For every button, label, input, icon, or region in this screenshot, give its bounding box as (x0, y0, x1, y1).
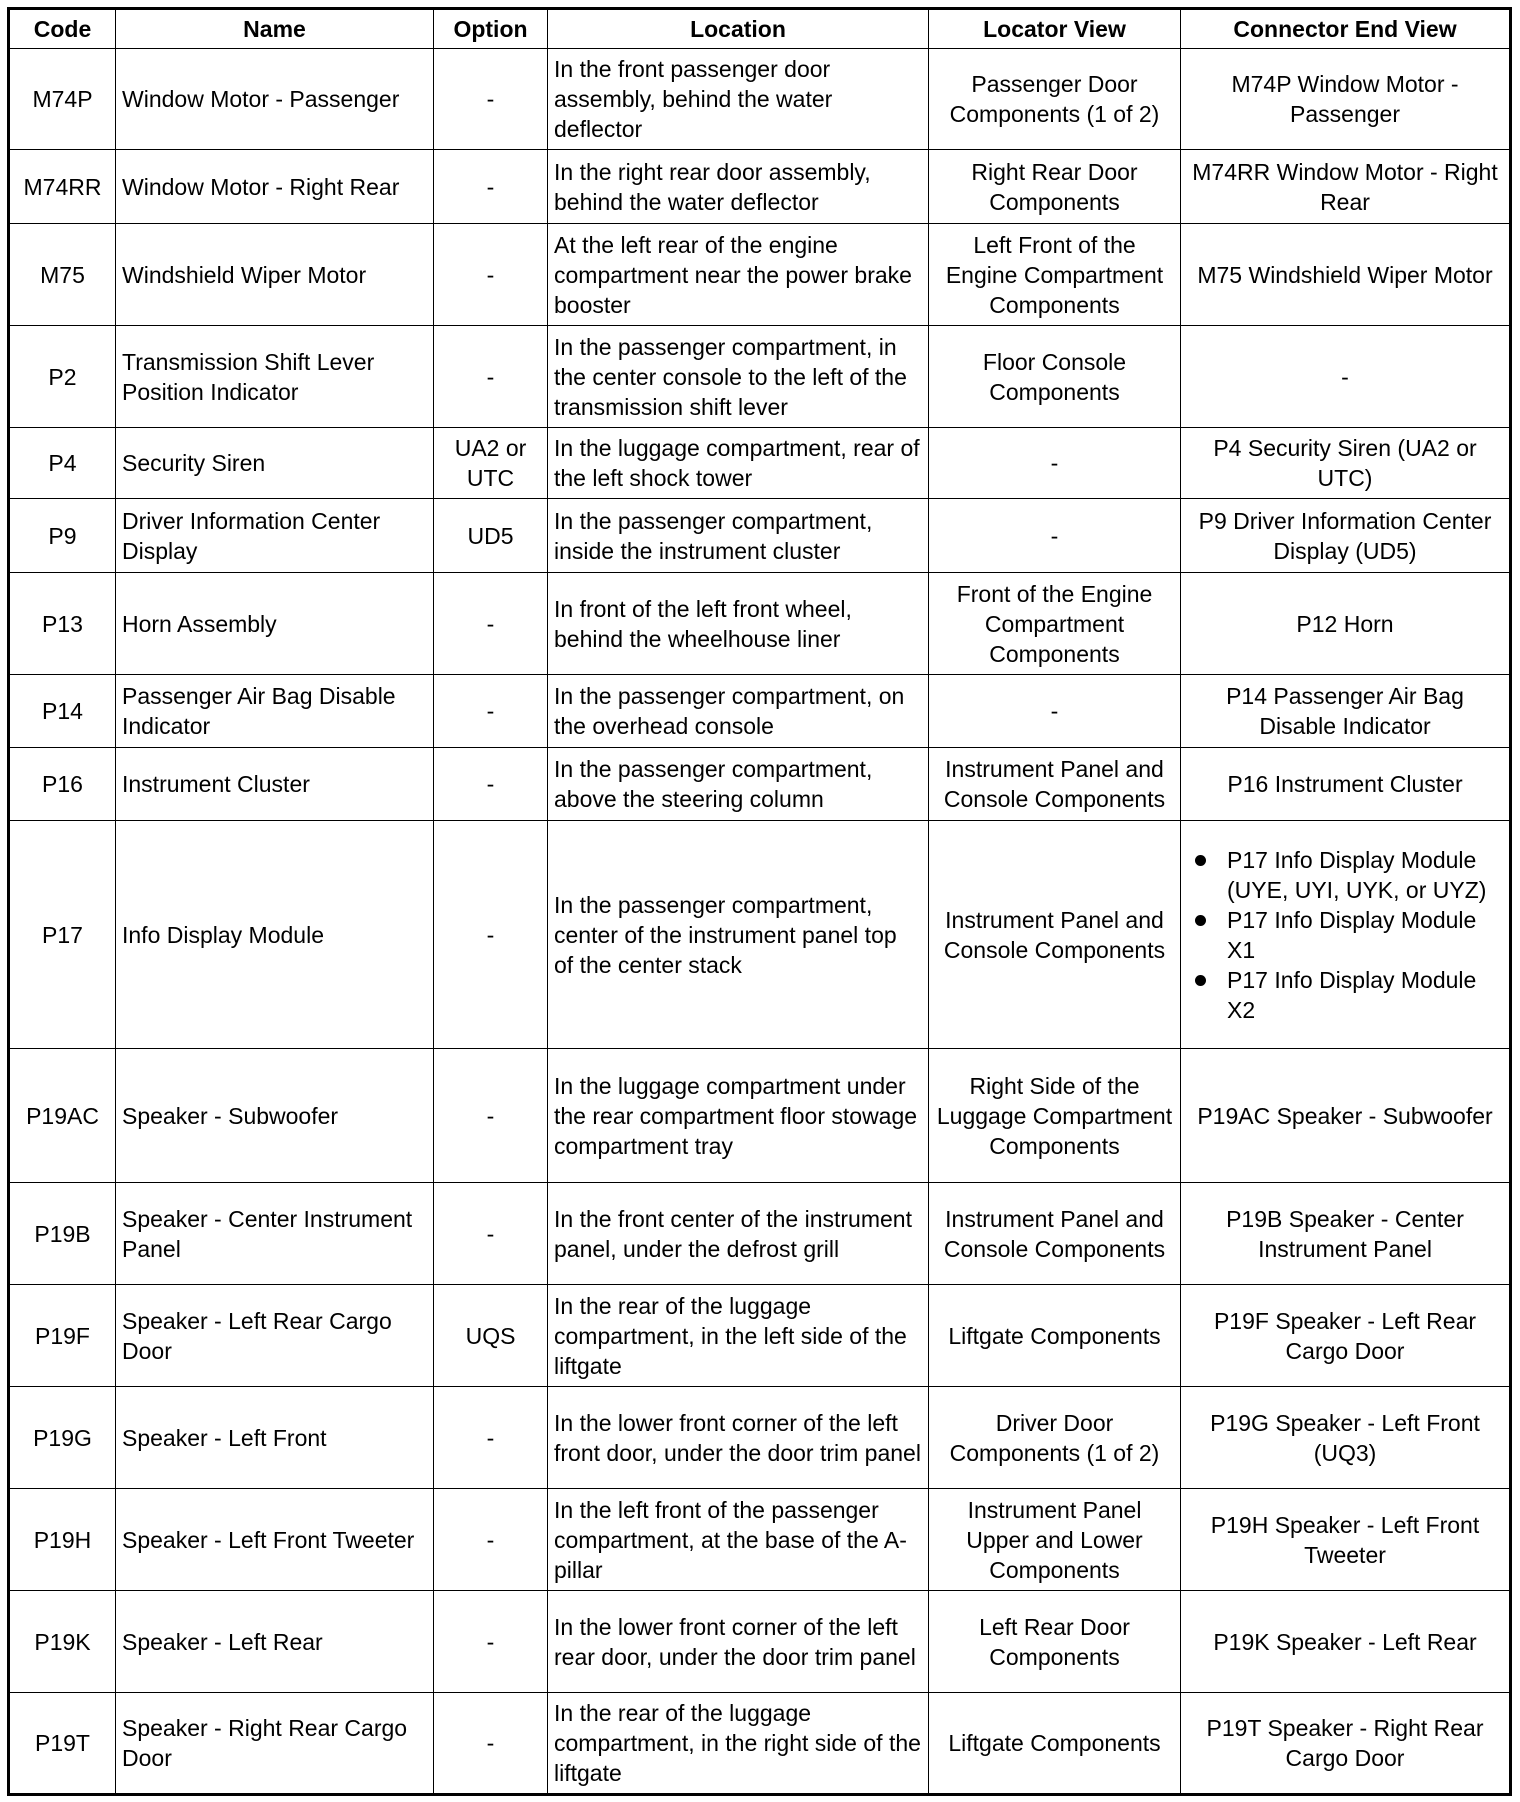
cell-name: Speaker - Left Front (116, 1387, 434, 1489)
table-row (9, 1183, 1511, 1285)
cell-location: At the left rear of the engine compartment near the power brake booster (548, 224, 929, 326)
cell-connector: P19B Speaker - Center Instrument Panel (1181, 1183, 1511, 1285)
cell-name: Speaker - Left Rear (116, 1591, 434, 1693)
cell-connector: P19K Speaker - Left Rear (1181, 1591, 1511, 1693)
cell-option: - (434, 1387, 548, 1489)
cell-connector: P16 Instrument Cluster (1181, 748, 1511, 821)
cell-location: In the lower front corner of the left rear door, under the door trim panel (548, 1591, 929, 1693)
cell-option: - (434, 1183, 548, 1285)
cell-option: - (434, 1489, 548, 1591)
cell-code: P19K (9, 1591, 116, 1693)
table-row (9, 428, 1511, 499)
table-row (9, 1693, 1511, 1795)
cell-connector: P19F Speaker - Left Rear Cargo Door (1181, 1285, 1511, 1387)
cell-option: - (434, 821, 548, 1049)
cell-name: Speaker - Subwoofer (116, 1049, 434, 1183)
cell-connector: M75 Windshield Wiper Motor (1181, 224, 1511, 326)
cell-location: In the rear of the luggage compartment, in the left side of the liftgate (548, 1285, 929, 1387)
cell-locator: Front of the Engine Compartment Components (929, 573, 1181, 675)
cell-name: Speaker - Right Rear Cargo Door (116, 1693, 434, 1795)
cell-locator: Floor Console Components (929, 326, 1181, 428)
cell-connector: P19T Speaker - Right Rear Cargo Door (1181, 1693, 1511, 1795)
cell-location: In the luggage compartment, rear of the left shock tower (548, 428, 929, 499)
cell-connector: P19AC Speaker - Subwoofer (1181, 1049, 1511, 1183)
cell-locator: Passenger Door Components (1 of 2) (929, 49, 1181, 150)
table-body (9, 49, 1511, 1795)
cell-option: - (434, 1693, 548, 1795)
table-row (9, 499, 1511, 573)
cell-location: In the front passenger door assembly, behind the water deflector (548, 49, 929, 150)
cell-location: In the passenger compartment, center of the instrument panel top of the center stack (548, 821, 929, 1049)
cell-connector: P19H Speaker - Left Front Tweeter (1181, 1489, 1511, 1591)
table-row (9, 573, 1511, 675)
cell-code: P16 (9, 748, 116, 821)
cell-option: UA2 or UTC (434, 428, 548, 499)
cell-name: Horn Assembly (116, 573, 434, 675)
connector-list (1187, 845, 1503, 1025)
cell-location: In front of the left front wheel, behind the wheelhouse liner (548, 573, 929, 675)
cell-location: In the right rear door assembly, behind the water deflector (548, 150, 929, 224)
cell-location: In the passenger compartment, above the steering column (548, 748, 929, 821)
cell-name: Speaker - Center Instrument Panel (116, 1183, 434, 1285)
cell-connector: P14 Passenger Air Bag Disable Indicator (1181, 675, 1511, 748)
cell-name: Speaker - Left Rear Cargo Door (116, 1285, 434, 1387)
connector-list-item: P17 Info Display Module (UYE, UYI, UYK, or UYZ) (1227, 845, 1503, 905)
cell-code: P19G (9, 1387, 116, 1489)
table-row (9, 1591, 1511, 1693)
cell-name: Instrument Cluster (116, 748, 434, 821)
column-header-locator-view: Locator View (929, 9, 1181, 49)
table-row (9, 821, 1511, 1049)
table-row (9, 1049, 1511, 1183)
column-header-connector-end-view: Connector End View (1181, 9, 1511, 49)
cell-code: P19F (9, 1285, 116, 1387)
cell-code: M74RR (9, 150, 116, 224)
cell-connector: P4 Security Siren (UA2 or UTC) (1181, 428, 1511, 499)
cell-name: Info Display Module (116, 821, 434, 1049)
column-header-code: Code (9, 9, 116, 49)
cell-code: P14 (9, 675, 116, 748)
cell-code: P19H (9, 1489, 116, 1591)
table-row (9, 49, 1511, 150)
table-row (9, 1285, 1511, 1387)
cell-name: Driver Information Center Display (116, 499, 434, 573)
column-header-location: Location (548, 9, 929, 49)
cell-location: In the rear of the luggage compartment, in the right side of the liftgate (548, 1693, 929, 1795)
cell-code: M74P (9, 49, 116, 150)
table-row (9, 675, 1511, 748)
cell-location: In the lower front corner of the left front door, under the door trim panel (548, 1387, 929, 1489)
cell-option: - (434, 49, 548, 150)
cell-option: UD5 (434, 499, 548, 573)
cell-name: Passenger Air Bag Disable Indicator (116, 675, 434, 748)
component-locator-table (7, 7, 1512, 1796)
cell-option: - (434, 573, 548, 675)
cell-connector: P9 Driver Information Center Display (UD5) (1181, 499, 1511, 573)
cell-locator: Instrument Panel and Console Components (929, 821, 1181, 1049)
cell-option: - (434, 150, 548, 224)
cell-option: - (434, 675, 548, 748)
table-row (9, 224, 1511, 326)
cell-location: In the passenger compartment, on the overhead console (548, 675, 929, 748)
table-row (9, 748, 1511, 821)
cell-option: - (434, 748, 548, 821)
cell-location: In the luggage compartment under the rear compartment floor stowage compartment tray (548, 1049, 929, 1183)
cell-name: Window Motor - Passenger (116, 49, 434, 150)
cell-connector: M74RR Window Motor - Right Rear (1181, 150, 1511, 224)
cell-locator: Driver Door Components (1 of 2) (929, 1387, 1181, 1489)
column-header-option: Option (434, 9, 548, 49)
cell-connector: P12 Horn (1181, 573, 1511, 675)
cell-option: - (434, 224, 548, 326)
table-row (9, 150, 1511, 224)
cell-locator: Liftgate Components (929, 1285, 1181, 1387)
cell-location: In the passenger compartment, inside the instrument cluster (548, 499, 929, 573)
cell-connector (1181, 821, 1511, 1049)
table-row (9, 1489, 1511, 1591)
cell-option: UQS (434, 1285, 548, 1387)
cell-code: P9 (9, 499, 116, 573)
cell-location: In the left front of the passenger compartment, at the base of the A-pillar (548, 1489, 929, 1591)
cell-location: In the passenger compartment, in the center console to the left of the transmission shift lever (548, 326, 929, 428)
cell-code: P19B (9, 1183, 116, 1285)
cell-option: - (434, 326, 548, 428)
cell-code: P19T (9, 1693, 116, 1795)
cell-code: P19AC (9, 1049, 116, 1183)
cell-name: Transmission Shift Lever Position Indicator (116, 326, 434, 428)
cell-locator: Instrument Panel and Console Components (929, 748, 1181, 821)
cell-locator: Instrument Panel and Console Components (929, 1183, 1181, 1285)
cell-code: P4 (9, 428, 116, 499)
header-row (9, 9, 1511, 49)
cell-locator: - (929, 499, 1181, 573)
connector-list-item: P17 Info Display Module X2 (1227, 965, 1503, 1025)
table-row (9, 1387, 1511, 1489)
cell-locator: Right Rear Door Components (929, 150, 1181, 224)
cell-name: Security Siren (116, 428, 434, 499)
cell-locator: Instrument Panel Upper and Lower Components (929, 1489, 1181, 1591)
cell-name: Window Motor - Right Rear (116, 150, 434, 224)
cell-locator: - (929, 675, 1181, 748)
cell-connector: P19G Speaker - Left Front (UQ3) (1181, 1387, 1511, 1489)
connector-list-item: P17 Info Display Module X1 (1227, 905, 1503, 965)
table-row (9, 326, 1511, 428)
cell-connector: M74P Window Motor - Passenger (1181, 49, 1511, 150)
cell-connector: - (1181, 326, 1511, 428)
cell-location: In the front center of the instrument panel, under the defrost grill (548, 1183, 929, 1285)
cell-locator: Left Front of the Engine Compartment Components (929, 224, 1181, 326)
cell-locator: Liftgate Components (929, 1693, 1181, 1795)
cell-locator: Left Rear Door Components (929, 1591, 1181, 1693)
cell-code: P17 (9, 821, 116, 1049)
cell-option: - (434, 1591, 548, 1693)
cell-locator: - (929, 428, 1181, 499)
cell-name: Windshield Wiper Motor (116, 224, 434, 326)
column-header-name: Name (116, 9, 434, 49)
cell-locator: Right Side of the Luggage Compartment Components (929, 1049, 1181, 1183)
cell-code: M75 (9, 224, 116, 326)
cell-code: P2 (9, 326, 116, 428)
cell-option: - (434, 1049, 548, 1183)
cell-code: P13 (9, 573, 116, 675)
cell-name: Speaker - Left Front Tweeter (116, 1489, 434, 1591)
